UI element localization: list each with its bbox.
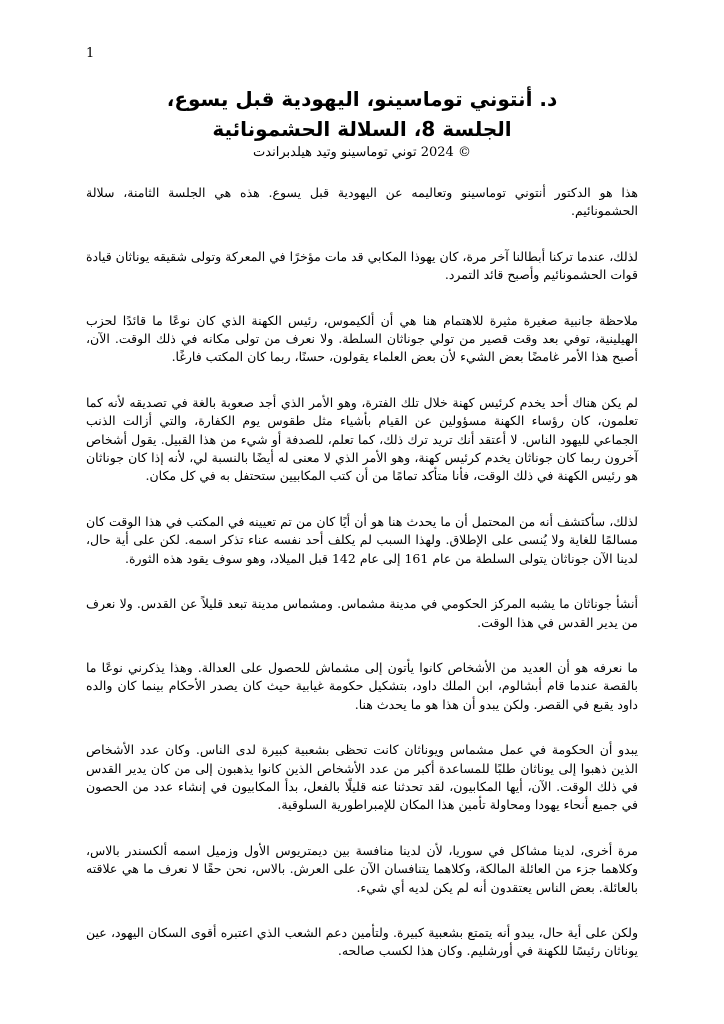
page-number: 1 [86, 46, 95, 61]
copyright-notice: © 2024 توني توماسينو وتيد هيلدبراندت [253, 145, 471, 160]
title-block [80, 84, 644, 162]
paragraph-10: ولكن على أية حال، يبدو أنه يتمتع بشعبية كبيرة. ولتأمين دعم الشعب الذي اعتبره أقوى السكان اليهود، عين يوناثان رئيسًا للكهنة في أورشليم. وكان هذا لكسب صالحه. [86, 924, 638, 959]
paragraph-7: ما نعرفه هو أن العديد من الأشخاص كانوا يأتون إلى مشماش للحصول على العدالة. وهذا يذكرني نوعًا ما بالقصة عندما قام أبشالوم، ابن الملك داود، بتشكيل حكومة غيابية حيث كان يصدر الأحكام بينما كان والده داود يقبع في القصر. ولكن يبدو أن هذا هو ما يحدث هنا. [86, 659, 638, 712]
paragraph-1: هذا هو الدكتور أنتوني توماسينو وتعاليمه عن اليهودية قبل يسوع. هذه هي الجلسة الثامنة، سلالة الحشمونائيم. [86, 185, 638, 219]
paragraph-9: مرة أخرى، لدينا مشاكل في سوريا، لأن لدينا منافسة بين ديمتريوس الأول وزميل اسمه ألكسندر بالاس، وكلاهما جزء من العائلة المالكة، وكلاهما يتنافسان الآن على العرش. بالاس، نحن حقًا لا نعرف ما هي علاقته بالعائلة. بعض الناس يعتقدون أنه لم يكن لديه أي شيء. [86, 842, 638, 895]
paragraph-8: يبدو أن الحكومة في عمل مشماس ويوناثان كانت تحظى بشعبية كبيرة لدى الناس. وكان عدد الأشخاص الذين ذهبوا إلى يوناثان طلبًا للمساعدة أكبر من عدد الأشخاص الذين كانوا يذهبون إلى من كان يدير القدس في ذلك الوقت. الآن، أيها المكابيون، لقد تحدثنا عنه قليلًا بالفعل، بدأ المكابيون في إنشاء عدد من الحصون في جميع أنحاء يهودا ومحاولة تأمين هذا المكان للإمبراطورية السلوقية. [86, 742, 638, 813]
paragraph-6: أنشأ جوناثان ما يشبه المركز الحكومي في مدينة مشماس. ومشماس مدينة تبعد قليلاً عن القدس. ولا نعرف من يدير القدس في هذا الوقت. [86, 596, 638, 630]
paragraph-4: لم يكن هناك أحد يخدم كرئيس كهنة خلال تلك الفترة، وهو الأمر الذي أجد صعوبة بالغة في تصديقه لأنه كما تعلمون، كان رؤساء الكهنة مسؤولين عن القيام بأشياء مثل طقوس يوم الكفارة، والتي أزالت الذنب الجماعي لليهود الناس. لا أعتقد أنك تريد ترك ذلك، كما تعلم، للصدفة أو شيء من هذا القبيل. يقول أشخاص آخرون ربما كان جوناثان يخدم كرئيس كهنة، وهو الأمر الذي لا معنى له أيضًا بالنسبة لي، لأنه إذا كان جوناثان هو رئيس الكهنة في ذلك الوقت، فأنا متأكد تمامًا من أن كتب المكابيين ستحتفل به في كل مكان. [86, 394, 638, 484]
paragraph-2: لذلك، عندما تركنا أبطالنا آخر مرة، كان يهوذا المكابي قد مات مؤخرًا في المعركة وتولى شقيقه يوناثان قيادة قوات الحشمونائيم وأصبح قائد التمرد. [86, 248, 638, 283]
document-title-line-2: الجلسة 8، السلالة الحشمونائية [212, 117, 512, 141]
document-title-line-1: د. أنتوني توماسينو، اليهودية قبل يسوع، [166, 87, 558, 111]
paragraph-3: ملاحظة جانبية صغيرة مثيرة للاهتمام هنا هي أن ألكيموس، رئيس الكهنة الذي كان نوعًا ما قائدًا لحزب الهيلينية، توفي بعد وقت قصير من تولي جوناثان السلطة. ولا نعرف من تولى مكانه في ذلك الوقت. الآن، أصبح هذا الأمر غامضًا بعض الشيء لأن بعض العلماء يقولون، حسنًا، ربما كان المكتب فارغًا. [86, 312, 638, 365]
paragraph-5: لذلك، سأكتشف أنه من المحتمل أن ما يحدث هنا هو أن أيًا كان من تم تعيينه في المكتب في هذا الوقت كان مسالمًا للغاية ولا يُنسى على الإطلاق. ولهذا السبب لم يكلف أحد نفسه عناء تذكر اسمه. لكن على أية حال، لدينا الآن جوناثان يتولى السلطة من عام 161 إلى عام 142 قبل الميلاد، وهو سوف يقود هذه الثورة. [86, 513, 638, 566]
document-body [86, 184, 638, 988]
